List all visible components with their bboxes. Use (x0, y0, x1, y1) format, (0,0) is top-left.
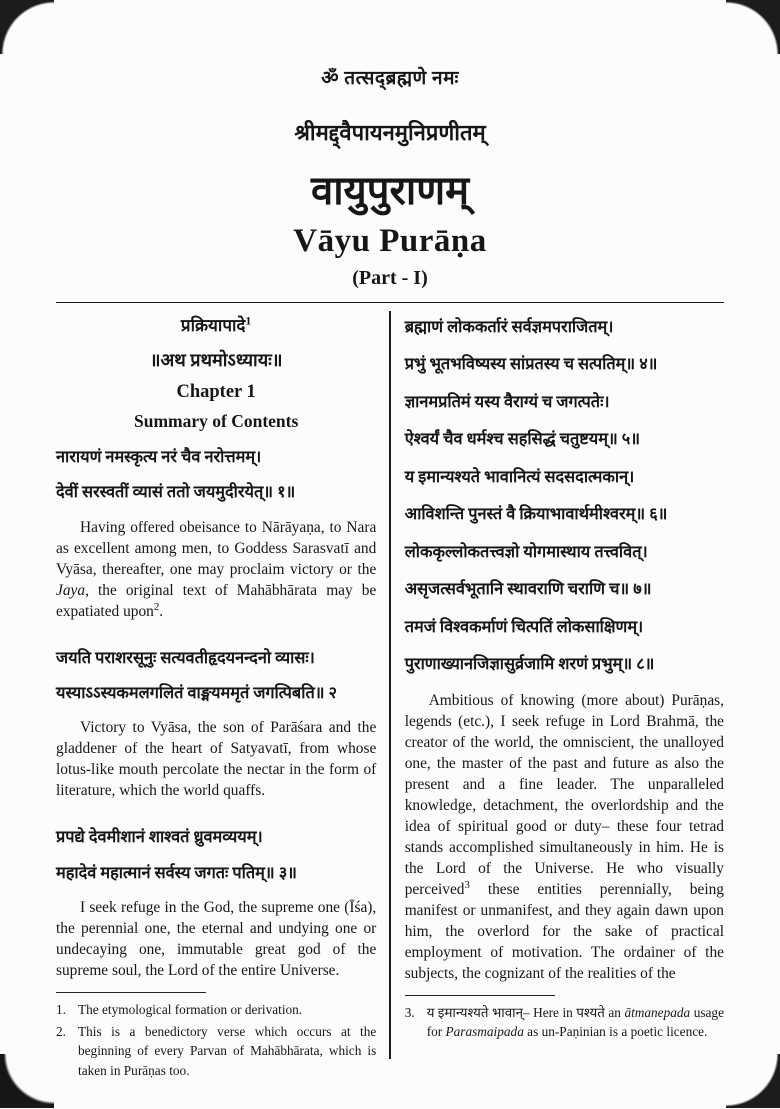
footnote-text: This is a benedictory verse which occurs at the beginning of every Parvan of Mahābhārata, which is taken in Purāṇas too. (78, 1024, 377, 1078)
footnote-ref-1: 1 (245, 313, 252, 328)
part-label: (Part - I) (352, 267, 428, 289)
footnote-number: 3. (404, 1004, 415, 1020)
pada-heading (56, 313, 376, 336)
footnote-rule (405, 995, 555, 996)
verse-3 (56, 825, 376, 896)
two-column-body (56, 311, 724, 1078)
footnote-ref-2: 2 (153, 600, 160, 613)
footnote-text (427, 1003, 724, 1042)
footnote-rule (56, 992, 206, 993)
jaya-italic: Jaya (56, 581, 86, 599)
footnote-part: य इमान्यश्यते भावान्– Here in पश्यते an (426, 1004, 625, 1020)
left-column (56, 311, 389, 1078)
verse-5 (405, 390, 724, 465)
verse-line: महादेवं महात्मानं सर्वस्य जगतः पतिम्॥ ३॥ (56, 862, 297, 882)
verse-4 (405, 315, 724, 390)
left-footnotes (56, 992, 376, 1109)
footnote-ref-3: 3 (464, 878, 470, 891)
verse-8 (405, 615, 724, 690)
book-title-devanagari: वायुपुराणम् (310, 168, 470, 213)
invocation-line: ॐ तत्सद्ब्रह्मणे नमः (321, 68, 459, 89)
verse-line: य इमान्यश्यते भावानित्यं सदसदात्मकान्। (404, 466, 635, 486)
translation-verse-3: I seek refuge in the God, the supreme one (Īśa), the perennial one, the eternal and undying one or undecaying one, immutable great god of the supreme soul, the Lord of the entire Universe. (56, 899, 377, 979)
verse-line: नारायणं नमस्कृत्य नरं चैव नरोत्तमम्। (56, 447, 262, 466)
translation-text: Ambitious of knowing (more about) Purāṇas, legends (etc.), I seek refuge in Lord Brahmā, the creator of the world, the omniscient, the unalloyed one, the master of the past and future as also the present and a fine leader. The unparalleled knowledge, detachment, the overlordship and the idea of spiritual good or duty– these four tetrad stands accomplished simultaneously in him. He is the Lord of the Universe. He who visually perceived (404, 692, 724, 898)
parasmaipada-italic: Parasmaipada (445, 1023, 524, 1039)
adhyaya-heading: ॥अथ प्रथमोऽध्यायः॥ (149, 350, 283, 370)
verse-line: पुराणाख्यानजिज्ञासुर्व्रजामि शरणं प्रभुम्॥ ८॥ (404, 653, 655, 673)
translation-verses-4-8 (405, 691, 724, 984)
verse-line: ज्ञानमप्रतिमं यस्य वैराग्यं च जगत्पतेः। (404, 391, 610, 411)
verse-line: ब्रह्माणं लोककर्तारं सर्वज्ञमपराजितम्। (404, 317, 614, 336)
footnote-text: The etymological formation or derivation. (78, 1001, 303, 1017)
verse-line: असृजत्सर्वभूतानि स्थावराणि चराणि च॥ ७॥ (404, 579, 652, 599)
footnote-item (56, 1022, 376, 1080)
verse-1 (56, 445, 376, 516)
footnote-number: 2. (56, 1024, 66, 1040)
footnote-part: usage for (426, 1004, 724, 1039)
translation-verse-1 (56, 518, 376, 623)
translation-text: . (159, 602, 164, 620)
footnote-item (405, 1003, 724, 1042)
translation-text: Having offered obeisance to Nārāyaṇa, to Nara as excellent among men, to Goddess Sarasvatī and Vyāsa, thereafter, one may proclaim victory or the (56, 518, 377, 578)
book-title-latin: Vāyu Purāṇa (293, 223, 487, 259)
verse-line: तमजं विश्वकर्माणं चित्पतिं लोकसाक्षिणम्। (404, 616, 644, 636)
verse-line: प्रपद्ये देवमीशानं शाश्वतं ध्रुवमव्ययम्। (56, 827, 263, 847)
author-line: श्रीमद्द्वैपायनमुनिप्रणीतम् (294, 120, 486, 145)
pada-heading-text: प्रक्रियापादे (180, 316, 246, 335)
header-rule (56, 302, 724, 303)
chapter-heading: Chapter 1 (176, 382, 256, 402)
verse-line: प्रभुं भूतभविष्यस्य सांप्रतस्य च सत्पतिम्॥ ४॥ (404, 354, 658, 374)
verse-6 (405, 465, 724, 540)
footnote-part: as un-Paṇinian is a poetic licence. (523, 1023, 708, 1039)
verse-2 (56, 646, 376, 717)
right-column (391, 311, 724, 1059)
verse-7 (405, 540, 724, 615)
page-header (56, 64, 724, 290)
translation-verse-2: Victory to Vyāsa, the son of Parāśara and the gladdener of the heart of Satyavatī, from whose lotus-like mouth percolate the nectar in the form of literature, which the world quaffs. (56, 719, 377, 800)
footnote-number: 1. (56, 1001, 66, 1017)
verse-line: आविशन्ति पुनस्तं वै क्रियाभावार्थमीश्वरम्॥ ६॥ (404, 504, 668, 524)
translation-text: , the original text of Mahābhārata may be expatiated upon (56, 581, 377, 620)
translation-text: these entities perennially, being manifest or unmanifest, and they again dawn upon him, the overlord for the sake of practical employment of motivation. The ordainer of the subjects, the cognizant of the realities of the (404, 880, 724, 982)
chapter-subtitle: Summary of Contents (133, 411, 299, 431)
right-footnotes (405, 995, 724, 1071)
footnote-item (56, 1000, 376, 1019)
verse-line: लोककृल्लोकतत्त्वज्ञो योगमास्थाय तत्त्ववित्। (404, 541, 648, 561)
atmanepada-italic: ātmanepada (624, 1004, 691, 1020)
verse-line: देवीं सरस्वतीं व्यासं ततो जयमुदीरयेत्॥ १॥ (56, 482, 296, 502)
verse-line: जयति पराशरसूनुः सत्यवतीहृदयनन्दनो व्यासः। (56, 647, 315, 667)
verse-line: ऐश्वर्यं चैव धर्मश्च सहसिद्धं चतुष्टयम्॥ ५॥ (404, 429, 641, 449)
verse-line: यस्याऽऽस्यकमलगलितं वाङ्मयममृतं जगत्पिबति॥ २ (56, 683, 338, 702)
